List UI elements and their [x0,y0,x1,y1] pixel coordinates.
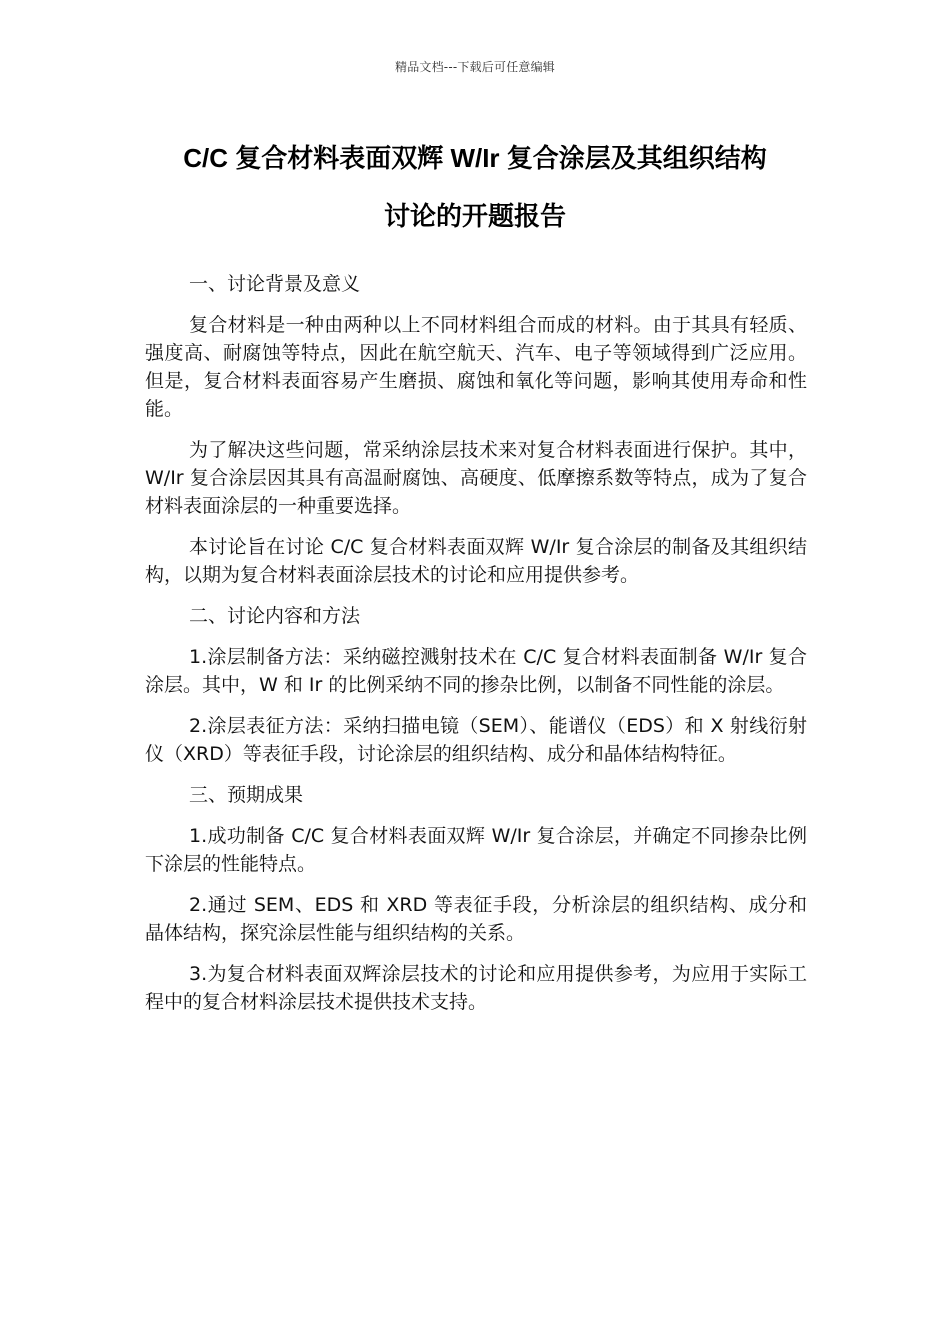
paragraph: 2.涂层表征方法：采纳扫描电镜（SEM）、能谱仪（EDS）和 X 射线衍射仪（XRD）等表征手段，讨论涂层的组织结构、成分和晶体结构特征。 [145,715,807,765]
paragraph: 1.涂层制备方法：采纳磁控溅射技术在 C/C 复合材料表面制备 W/Ir 复合涂层。其中，W 和 Ir 的比例采纳不同的掺杂比例，以制备不同性能的涂层。 [145,646,807,696]
paragraph: 复合材料是一种由两种以上不同材料组合而成的材料。由于其具有轻质、强度高、耐腐蚀等特点，因此在航空航天、汽车、电子等领域得到广泛应用。但是，复合材料表面容易产生磨损、腐蚀和氧化等问题，影响其使用寿命和性能。 [145,314,807,420]
paragraph: 2.通过 SEM、EDS 和 XRD 等表征手段，分析涂层的组织结构、成分和晶体结构，探究涂层性能与组织结构的关系。 [145,894,807,944]
paragraph: 本讨论旨在讨论 C/C 复合材料表面双辉 W/Ir 复合涂层的制备及其组织结构，以期为复合材料表面涂层技术的讨论和应用提供参考。 [145,536,807,586]
section-heading-methods: 二、讨论内容和方法 [189,605,361,627]
document-body [145,270,807,1029]
section-heading-background: 一、讨论背景及意义 [189,273,361,295]
paragraph: 为了解决这些问题，常采纳涂层技术来对复合材料表面进行保护。其中，W/Ir 复合涂层因其具有高温耐腐蚀、高硬度、低摩擦系数等特点，成为了复合材料表面涂层的一种重要选择。 [145,439,807,517]
section-heading-expected-results: 三、预期成果 [189,784,304,806]
paragraph: 1.成功制备 C/C 复合材料表面双辉 W/Ir 复合涂层，并确定不同掺杂比例下涂层的性能特点。 [145,825,807,875]
paragraph: 3.为复合材料表面双辉涂层技术的讨论和应用提供参考，为应用于实际工程中的复合材料涂层技术提供技术支持。 [145,963,807,1013]
document-title-line-1: C/C 复合材料表面双辉 W/Ir 复合涂层及其组织结构 [183,143,767,173]
header-note: 精品文档---下载后可任意编辑 [395,60,555,74]
document-title-line-2: 讨论的开题报告 [383,201,566,231]
